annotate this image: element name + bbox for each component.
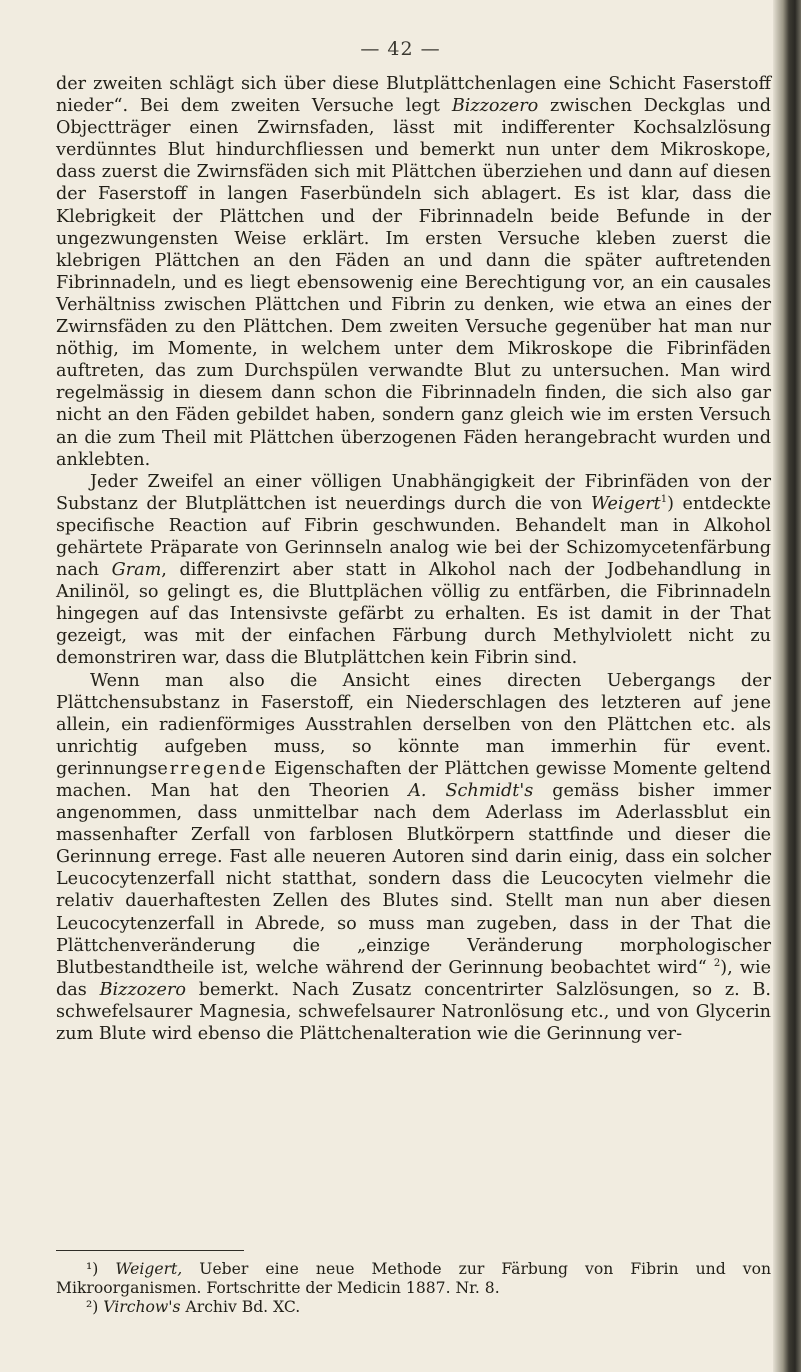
- paragraph-3-text-b: Eigenschaften der Plättchen gewisse Momente geltend machen. Man hat den Theorien: [56, 758, 771, 801]
- body-text: [56, 73, 771, 1045]
- paragraph-3-text-a: Wenn man also die Ansicht eines directen Uebergangs der Plättchensubstanz in Faserstoff, ein Niederschlagen des letzteren auf jene allein, ein radienförmiges Ausstrahlen derselben von den Plättchen etc. als unrichtig aufgeben muss, so könnte man immerhin für event. gerinnungs: [56, 670, 771, 779]
- paragraph-3-text-e: bemerkt. Nach Zusatz concentrirter Salzlösungen, so z. B. schwefelsaurer Magnesia, schwefelsaurer Natronlösung etc., und von Glycerin zum Blute wird ebenso die Plättchenalteration wie die Gerinnung ver-: [56, 979, 771, 1045]
- footnote-divider: [56, 1250, 244, 1251]
- author-name-schmidt: A. Schmidt's: [408, 781, 534, 801]
- footnote-2: [56, 1298, 771, 1317]
- footnote-1: [56, 1260, 771, 1298]
- author-name-bizzozero-2: Bizzozero: [99, 979, 186, 1000]
- author-name-bizzozero: Bizzozero: [451, 96, 539, 117]
- paragraph-2-text-b: ) entdeckte specifische Reaction auf Fibrin geschwunden. Behandelt man in Alkohol gehärtete Präparate von Gerinnseln analog wie bei der Schizomycetenfärbung nach: [56, 493, 771, 581]
- author-name-gram: Gram: [111, 560, 162, 581]
- footnote-2-author: Virchow's: [103, 1298, 181, 1316]
- footnotes: [56, 1260, 771, 1317]
- footnote-ref-1: 1: [660, 493, 668, 505]
- footnote-ref-2: 2: [713, 957, 721, 969]
- paragraph-1-text-a: der zweiten schlägt sich über diese Blutplättchenlagen eine Schicht Faserstoff nieder“. Bei dem zweiten Versuche legt: [56, 74, 771, 117]
- footnote-1-text: Ueber eine neue Methode zur Färbung von Fibrin und von Mikroorganismen. Fortschritte der Medicin 1887. Nr. 8.: [56, 1260, 771, 1297]
- paragraph-3-text-c: gemäss bisher immer angenommen, dass unmittelbar nach dem Aderlass im Aderlassblut ein massenhafter Zerfall von farblosen Blutkörpern stattfinde und dieser die Gerinnung errege. Fast alle neueren Autoren sind darin einig, dass ein solcher Leucocytenzerfall nicht statthat, sondern dass die Leucocyten vielmehr die relativ dauerhaftesten Zellen des Blutes sind. Stellt man nun aber diesen Leucocytenzerfall in Abrede, so muss man zugeben, dass in der That die Plättchenveränderung die „einzige Veränderung morphologischer Blutbestandtheile ist, welche während der Gerinnung beobachtet wird“: [56, 781, 771, 978]
- paragraph-2: [56, 471, 771, 670]
- paragraph-2-text-a: Jeder Zweifel an einer völligen Unabhängigkeit der Fibrinfäden von der Substanz der Blutplättchen ist neuerdings durch die von: [56, 471, 771, 514]
- paragraph-1-text-b: zwischen Deckglas und Objectträger einen Zwirnsfaden, lässt mit indifferenter Kochsalzlösung verdünntes Blut hindurchfliessen und bemerkt nun unter dem Mikroskope, dass zuerst die Zwirnsfäden sich mit Plättchen überziehen und dann auf diesen der Faserstoff in langen Faserbündeln sich ablagert. Es ist klar, dass die Klebrigkeit der Plättchen und der Fibrinnadeln beide Befunde in der ungezwungensten Weise erklärt. Im ersten Versuche kleben zuerst die klebrigen Plättchen an den Fäden an und dann die später auftretenden Fibrinnadeln, und es liegt ebensowenig eine Berechtigung vor, an ein causales Verhältniss zwischen Plättchen und Fibrin zu denken, wie etwa an eines der Zwirnsfäden zu den Plättchen. Dem zweiten Versuche gegenüber hat man nur nöthig, im Momente, in welchem unter dem Mikroskope die Fibrinfäden auftreten, das zum Durchspülen verwandte Blut zu untersuchen. Man wird regelmässig in diesem dann schon die Fibrinnadeln finden, die sich also gar nicht an den Fäden gebildet haben, sondern ganz gleich wie im ersten Versuch an die zum Theil mit Plättchen überzogenen Fäden herangebracht wurden und anklebten.: [56, 96, 771, 470]
- page-number: — 42 —: [360, 38, 441, 60]
- paragraph-3-text-d: ), wie das: [56, 957, 771, 1000]
- footnote-2-mark: ²): [86, 1298, 104, 1316]
- footnote-1-mark: ¹): [86, 1260, 116, 1278]
- paragraph-2-text-c: , differenzirt aber statt in Alkohol nach der Jodbehandlung in Anilinöl, so gelingt es, die Bluttplächen völlig zu entfärben, die Fibrinnadeln hingegen auf das Intensivste gefärbt zu erhalten. Es ist damit in der That gezeigt, was mit der einfachen Färbung durch Methylviolett nicht zu demonstriren war, dass die Blutplättchen kein Fibrin sind.: [56, 560, 771, 669]
- author-name-weigert: Weigert: [590, 493, 661, 514]
- page-edge-shadow: [773, 0, 801, 1372]
- paragraph-1: [56, 73, 771, 471]
- footnote-2-text: Archiv Bd. XC.: [180, 1298, 301, 1316]
- footnote-1-author: Weigert,: [115, 1260, 183, 1278]
- paragraph-3: [56, 670, 771, 1046]
- spaced-word-erregende: erregende: [157, 758, 268, 779]
